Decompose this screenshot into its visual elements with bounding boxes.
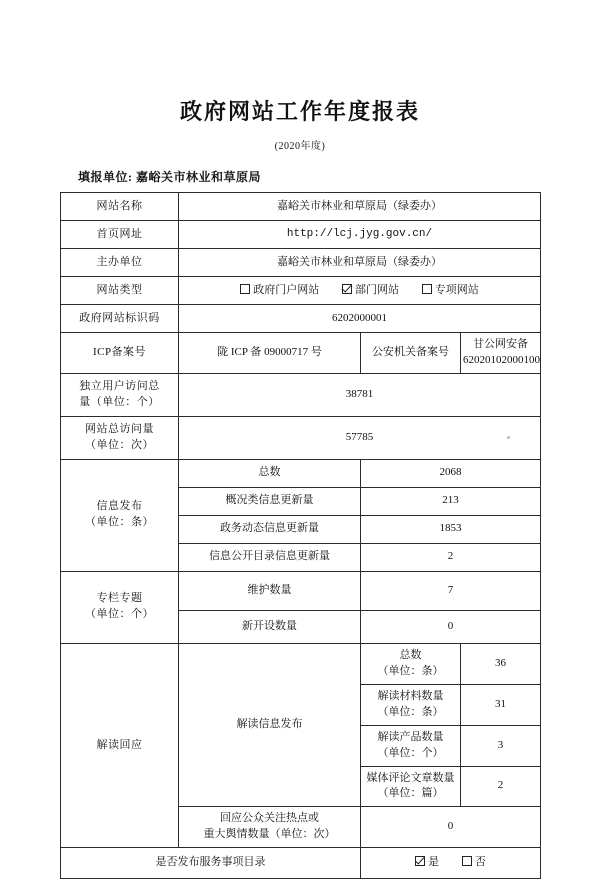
total-visits-label: [61, 416, 179, 459]
info-publish-item-name: 总数: [179, 459, 361, 487]
info-publish-item-name: 政务动态信息更新量: [179, 515, 361, 543]
site-id-label: 政府网站标识码: [61, 305, 179, 333]
site-id-value: 6202000001: [179, 305, 541, 333]
table-row: [61, 459, 541, 487]
interpretation-item-name: [361, 643, 461, 684]
unique-visitors-label-line2: 量（单位：个）: [79, 395, 160, 408]
total-visits-value: 57785: [179, 416, 541, 459]
column-topic-item-value: 7: [361, 571, 541, 610]
police-record-value-line2: 62020102000100: [463, 353, 540, 366]
table-row: [61, 305, 541, 333]
table-row: [61, 249, 541, 277]
interpretation-item-value: 31: [461, 684, 541, 725]
service-catalog-label: 是否发布服务事项目录: [61, 848, 361, 879]
info-publish-item-value: 1853: [361, 515, 541, 543]
police-record-label: 公安机关备案号: [361, 333, 461, 374]
checkbox-label: 是: [428, 856, 440, 869]
info-publish-item-name: 概况类信息更新量: [179, 487, 361, 515]
interpretation-publish-label: 解读信息发布: [179, 643, 361, 807]
response-hotspot-label: [179, 807, 361, 848]
annual-report-table: [60, 192, 541, 879]
checkbox-checked-icon: [415, 856, 425, 866]
filler-unit: 填报单位: 嘉峪关市林业和草原局: [78, 170, 261, 184]
checkbox-label: 专项网站: [434, 283, 479, 296]
icp-label: ICP备案号: [61, 333, 179, 374]
response-hotspot-label-line1: 回应公众关注热点或: [220, 812, 319, 825]
interpretation-item-name-line2: （单位：条）: [377, 705, 444, 718]
table-row: [61, 848, 541, 879]
unique-visitors-value: 38781: [179, 373, 541, 416]
home-url-value: http://lcj.jyg.gov.cn/: [179, 221, 541, 249]
info-publish-label-line1: 信息发布: [96, 500, 143, 513]
host-unit-label: 主办单位: [61, 249, 179, 277]
page-title: 政府网站工作年度报表: [179, 99, 420, 124]
interpretation-item-value: 2: [461, 766, 541, 807]
column-topic-label-line1: 专栏专题: [96, 592, 143, 605]
interpretation-item-name-line2: （单位：篇）: [377, 787, 444, 800]
response-hotspot-value: 0: [361, 807, 541, 848]
total-visits-label-line1: 网站总访问量: [85, 422, 154, 435]
table-row: [61, 277, 541, 305]
info-publish-label: [61, 459, 179, 571]
interpretation-item-name-line1: 总数: [399, 648, 422, 661]
interpretation-label: 解读回应: [61, 643, 179, 848]
scan-speck: [507, 436, 510, 439]
unique-visitors-label: [61, 373, 179, 416]
column-topic-item-value: 0: [361, 610, 541, 643]
checkbox-box-icon: [422, 284, 432, 294]
info-publish-item-name: 信息公开目录信息更新量: [179, 543, 361, 571]
checkbox-label: 部门网站: [355, 283, 399, 296]
interpretation-item-name-line1: 解读产品数量: [377, 730, 444, 743]
interpretation-item-name-line2: （单位：个）: [377, 746, 444, 759]
page-subtitle: (2020年度): [274, 141, 326, 152]
response-hotspot-label-line2: 重大舆情数量（单位：次）: [203, 828, 336, 841]
checkbox-label: 政府门户网站: [253, 283, 320, 296]
info-publish-label-line2: （单位：条）: [85, 516, 154, 529]
interpretation-item-name-line1: 解读材料数量: [377, 689, 444, 702]
column-topic-label-line2: （单位：个）: [85, 608, 154, 621]
checkbox-box-icon: [462, 856, 472, 866]
police-record-value-line1: 甘公网安备: [473, 338, 528, 350]
interpretation-item-value: 3: [461, 725, 541, 766]
checkbox-portal-site[interactable]: [240, 283, 319, 299]
checkbox-label: 否: [474, 856, 486, 869]
interpretation-item-name-line2: （单位：条）: [377, 664, 444, 677]
table-row: [61, 571, 541, 610]
checkbox-box-icon: [240, 284, 250, 294]
service-catalog-value: [361, 848, 541, 879]
site-name-value: 嘉峪关市林业和草原局（绿委办）: [179, 193, 541, 221]
interpretation-item-value: 36: [461, 643, 541, 684]
table-row: [61, 221, 541, 249]
column-topic-item-name: 维护数量: [179, 571, 361, 610]
checkbox-department-site[interactable]: [342, 283, 399, 299]
checkbox-checked-icon: [342, 284, 352, 294]
host-unit-value: 嘉峪关市林业和草原局（绿委办）: [179, 249, 541, 277]
checkbox-service-no[interactable]: [462, 855, 486, 871]
unique-visitors-label-line1: 独立用户访问总: [79, 379, 160, 392]
interpretation-item-name-line1: 媒体评论文章数量: [366, 771, 455, 784]
interpretation-item-name: [361, 684, 461, 725]
home-url-label: 首页网址: [61, 221, 179, 249]
column-topic-label: [61, 571, 179, 643]
column-topic-item-name: 新开设数量: [179, 610, 361, 643]
site-type-value: [179, 277, 541, 305]
icp-value: 陇 ICP 备 09000717 号: [179, 333, 361, 374]
table-row: [61, 643, 541, 684]
table-row: [61, 193, 541, 221]
table-row: [61, 333, 541, 374]
checkbox-service-yes[interactable]: [415, 855, 439, 871]
table-row: [61, 373, 541, 416]
table-row: [61, 416, 541, 459]
interpretation-item-name: [361, 725, 461, 766]
info-publish-item-value: 2068: [361, 459, 541, 487]
info-publish-item-value: 2: [361, 543, 541, 571]
police-record-value: [461, 333, 541, 374]
interpretation-item-name: [361, 766, 461, 807]
checkbox-special-site[interactable]: [422, 283, 479, 299]
info-publish-item-value: 213: [361, 487, 541, 515]
site-name-label: 网站名称: [61, 193, 179, 221]
total-visits-label-line2: （单位：次）: [85, 438, 154, 451]
site-type-label: 网站类型: [61, 277, 179, 305]
